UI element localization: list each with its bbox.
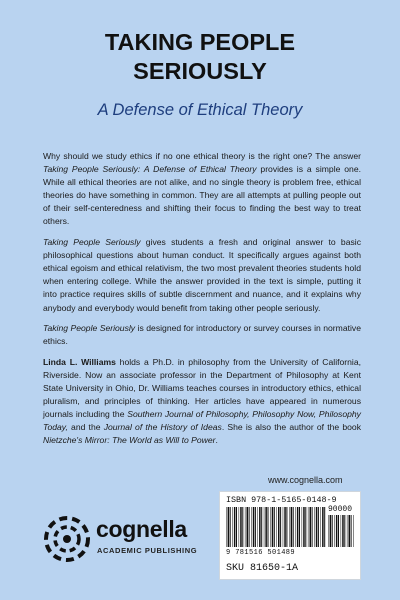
author-name: Linda L. Williams [43,356,116,367]
barcode-bar [321,507,322,547]
barcode-bar [314,507,315,547]
p1-text-c: provides is a simple one. While all ethical theories are not alike, and no single theory is problem free, ethical theories do have something in common. They are all attempts at pulling people out of their self-centeredness and shifting their focus to finding the best way to treat others. [43,164,361,227]
barcode-bar [336,515,338,547]
paragraph-intro [43,150,361,229]
bio-book-title: Nietzche's Mirror: The World as Will to Power [43,435,216,446]
p1-text-a: Why should we study ethics if no one ethical theory is the right one? The answer [43,151,361,161]
isbn-text: ISBN 978-1-5165-0148-9 [226,495,337,505]
barcode-digits: 9 781516 501489 [226,549,296,557]
barcode-bar [270,507,271,547]
barcode-bar [258,507,259,547]
barcode-bar [255,507,256,547]
p3-book-title: Taking People Seriously [43,323,136,334]
paragraph-audience [43,322,361,348]
bio-text-c: . She is also the author of the book [221,422,361,433]
book-subtitle: A Defense of Ethical Theory [97,101,303,119]
back-cover-description [43,150,361,455]
barcode-bar [353,515,354,547]
price-addon-code: 90000 [328,505,353,514]
barcode-bar [245,507,246,547]
barcode-bar [291,507,293,547]
isbn-barcode-icon [226,507,326,547]
barcode-bar [295,507,296,547]
barcode-bar [284,507,286,547]
barcode-box [219,491,361,580]
barcode-bar [265,507,267,547]
publisher-logo [40,512,230,570]
bio-text-b: and the [67,422,104,433]
barcode-bar [302,507,303,547]
barcode-bar [312,507,313,547]
barcode-bar [261,507,262,547]
bio-journal-history: Journal of the History of Ideas [103,422,222,433]
barcode-bar [318,507,319,547]
barcode-bar [276,507,277,547]
barcode-bar [334,515,335,547]
barcode-bar [303,507,305,547]
p1-book-title: Taking People Seriously: A Defense of Ethical Theory [43,164,257,175]
p2-text-b: gives students a fresh and original answer to basic philosophical questions about human conduct. It specifically argues against both ethical egoism and ethical relativism, the two most prevalent theories students hold when entering college. While the answer provided in the text is simple, putting it into practice requires skills of subtle discernment and nuance, and it explains why anybody and everybody would benefit from taking other people seriously. [43,237,361,313]
barcode-bar [297,507,299,547]
publisher-name: cognella [96,516,187,542]
sku-text: SKU 81650-1A [226,563,299,574]
barcode-bar [240,507,242,547]
barcode-bar [268,507,269,547]
barcode-bar [234,507,236,547]
barcode-bar [253,507,255,547]
barcode-bar [330,515,332,547]
barcode-bar [247,507,249,547]
barcode-bar [308,507,309,547]
cognella-logo-mark-icon [40,512,94,566]
barcode-bar [341,515,342,547]
p2-book-title: Taking People Seriously [43,237,141,248]
publisher-subtitle: ACADEMIC PUBLISHING [97,546,198,555]
barcode-bar [280,507,281,547]
title-line-1: TAKING PEOPLE [104,29,296,55]
barcode-bar [286,507,287,547]
barcode-bar [232,507,233,547]
paragraph-summary [43,236,361,315]
barcode-bar [342,515,344,547]
bio-text-a: holds a Ph.D. in philosophy from the University of California, Riverside. Now an associate professor in the Department of Philosophy at Kent State University in Ohio, Dr. Williams teaches courses in introductory ethics, ethical pluralism, and principles of thinking. Her articles have appeared in numerous journals including the [43,356,361,420]
barcode-bar [251,507,252,547]
barcode-bar [344,515,345,547]
barcode-bar [249,507,250,547]
barcode-bar [236,507,237,547]
barcode-bar [239,507,240,547]
bio-journals: Southern Journal of Philosophy, Philosophy Now, Philosophy Today, [43,409,361,433]
barcode-bar [264,507,265,547]
barcode-bar [242,507,243,547]
barcode-bar [316,507,318,547]
barcode-bar [289,507,290,547]
barcode-bar [272,507,274,547]
barcode-bar [283,507,284,547]
barcode-bar [324,507,325,547]
title-line-2: SERIOUSLY [133,58,267,84]
bio-text-d: . [215,435,218,446]
publisher-website: www.cognella.com [268,475,343,485]
barcode-bar [259,507,261,547]
barcode-bar [310,507,312,547]
barcode-bar [293,507,294,547]
barcode-bar [305,507,306,547]
p3-text-b: is designed for introductory or survey courses in normative ethics. [43,323,361,347]
barcode-bar [338,515,339,547]
paragraph-author-bio [43,356,361,448]
barcode-bar [322,507,324,547]
barcode-bar [332,515,333,547]
barcode-bar [349,515,351,547]
barcode-bar [278,507,280,547]
addon-barcode-icon [328,515,355,547]
barcode-bar [299,507,300,547]
barcode-bar [347,515,348,547]
book-title [0,28,400,86]
barcode-bar [328,515,329,547]
barcode-bar [274,507,275,547]
barcode-bar [351,515,352,547]
